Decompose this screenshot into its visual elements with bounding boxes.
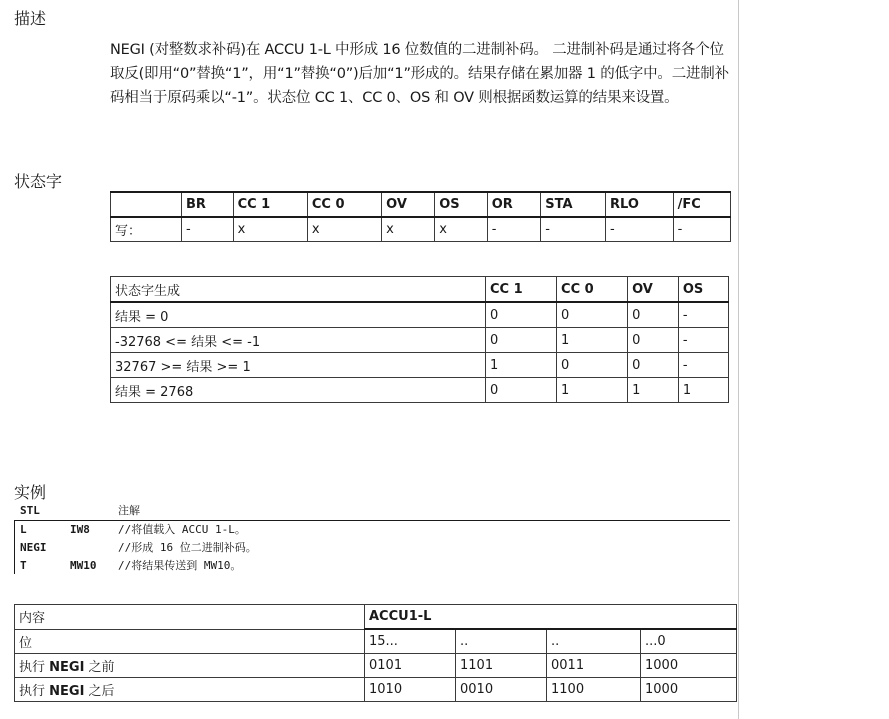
condition-cell: 结果 = 0 (111, 302, 486, 328)
status-generation-col-header: CC 0 (557, 277, 628, 303)
value-cell: 1 (628, 378, 679, 403)
value-cell: 1 (557, 378, 628, 403)
accu-header: ACCU1-L (365, 605, 737, 630)
status-bit-header: /FC (673, 192, 730, 217)
stl-code-block (14, 502, 730, 575)
row-label-post: 之前 (84, 660, 115, 675)
status-generation-table (110, 276, 729, 403)
value-cell: 0 (486, 378, 557, 403)
bit-cell: 0010 (456, 678, 547, 702)
status-generation-col-header: OS (678, 277, 728, 303)
stl-label: STL (20, 504, 40, 517)
code-operand: IW8 (70, 523, 90, 536)
accu-header-row (15, 605, 737, 630)
row-label-instruction: NEGI (49, 684, 85, 699)
code-line (14, 539, 730, 557)
status-bit-header: STA (541, 192, 606, 217)
bit-cell: 1000 (641, 678, 737, 702)
example-heading: 实例 (14, 483, 47, 502)
code-comment: //形成 16 位二进制补码。 (118, 541, 257, 554)
value-cell: 1 (557, 328, 628, 353)
value-cell: - (678, 353, 728, 378)
accu-row (15, 629, 737, 654)
status-bit-value: x (382, 217, 435, 242)
status-generation-col-header: CC 1 (486, 277, 557, 303)
bit-cell: 15... (365, 629, 456, 654)
status-bit-value: - (673, 217, 730, 242)
status-bit-value: x (307, 217, 381, 242)
value-cell: 0 (628, 353, 679, 378)
code-header (14, 502, 730, 521)
status-generation-row (111, 302, 729, 328)
code-operand: MW10 (70, 559, 97, 572)
value-cell: 0 (486, 302, 557, 328)
status-generation-row (111, 353, 729, 378)
condition-cell: -32768 <= 结果 <= -1 (111, 328, 486, 353)
status-bit-header: OR (487, 192, 541, 217)
accu-row (15, 654, 737, 678)
condition-cell: 32767 >= 结果 >= 1 (111, 353, 486, 378)
status-generation-row (111, 328, 729, 353)
row-label-post: 之后 (84, 684, 115, 699)
row-label-pre: 执行 (19, 684, 50, 699)
value-cell: 0 (486, 328, 557, 353)
value-cell: 0 (557, 353, 628, 378)
status-bit-value: x (233, 217, 307, 242)
value-cell: 0 (628, 302, 679, 328)
status-word-corner (111, 192, 182, 217)
row-label-pre: 执行 (19, 660, 50, 675)
row-label-text: 位 (19, 635, 33, 651)
bit-cell: 0101 (365, 654, 456, 678)
code-line (14, 557, 730, 575)
status-bit-header: CC 0 (307, 192, 381, 217)
value-cell: 1 (486, 353, 557, 378)
status-bit-header: OS (435, 192, 487, 217)
status-bit-header: RLO (606, 192, 674, 217)
row-label (15, 629, 365, 654)
code-operation: L (20, 523, 27, 536)
row-label-instruction: NEGI (49, 660, 85, 675)
code-operation: NEGI (20, 541, 47, 554)
value-cell: - (678, 302, 728, 328)
bit-cell: .. (547, 629, 641, 654)
status-word-header-row (111, 192, 731, 217)
bit-cell: .. (456, 629, 547, 654)
content-header: 内容 (15, 605, 365, 630)
status-word-table (110, 191, 731, 242)
value-cell: 0 (557, 302, 628, 328)
status-bit-header: BR (182, 192, 234, 217)
row-label (15, 654, 365, 678)
description-heading: 描述 (14, 9, 47, 28)
status-bit-value: x (435, 217, 487, 242)
status-bit-value: - (182, 217, 234, 242)
description-text: NEGI (对整数求补码)在 ACCU 1-L 中形成 16 位数值的二进制补码。 二进制补码是通过将各个位取反(即用“0”替换“1”，用“1”替换“0”)后加“1”形成的。结果存储在累加器 1 的低字中。二进制补码相当于原码乘以“-1”。状态位 CC 1、CC 0、OS 和 OV 则根据函数运算的结果来设置。 (110, 42, 729, 106)
value-cell: 0 (628, 328, 679, 353)
bit-cell: 1000 (641, 654, 737, 678)
row-label (15, 678, 365, 702)
status-generation-title: 状态字生成 (111, 277, 486, 303)
code-line (14, 521, 730, 539)
status-bit-value: - (541, 217, 606, 242)
code-comment: //将结果传送到 MW10。 (118, 559, 242, 572)
bit-cell: 1010 (365, 678, 456, 702)
bit-cell: 0011 (547, 654, 641, 678)
value-cell: 1 (678, 378, 728, 403)
status-bit-header: CC 1 (233, 192, 307, 217)
code-comment: //将值载入 ACCU 1-L。 (118, 523, 246, 536)
value-cell: - (678, 328, 728, 353)
bit-cell: 1100 (547, 678, 641, 702)
status-generation-col-header: OV (628, 277, 679, 303)
condition-cell: 结果 = 2768 (111, 378, 486, 403)
bit-cell: 1101 (456, 654, 547, 678)
status-generation-row (111, 378, 729, 403)
status-generation-header-row (111, 277, 729, 303)
accu-row (15, 678, 737, 702)
comment-label: 注解 (118, 504, 140, 517)
write-label: 写： (111, 217, 182, 242)
status-bit-value: - (606, 217, 674, 242)
code-operation: T (20, 559, 27, 572)
status-word-write-row (111, 217, 731, 242)
accu-example-table (14, 604, 737, 702)
page-right-border (738, 0, 739, 719)
bit-cell: ...0 (641, 629, 737, 654)
status-bit-value: - (487, 217, 541, 242)
status-bit-header: OV (382, 192, 435, 217)
status-word-heading: 状态字 (14, 172, 63, 191)
